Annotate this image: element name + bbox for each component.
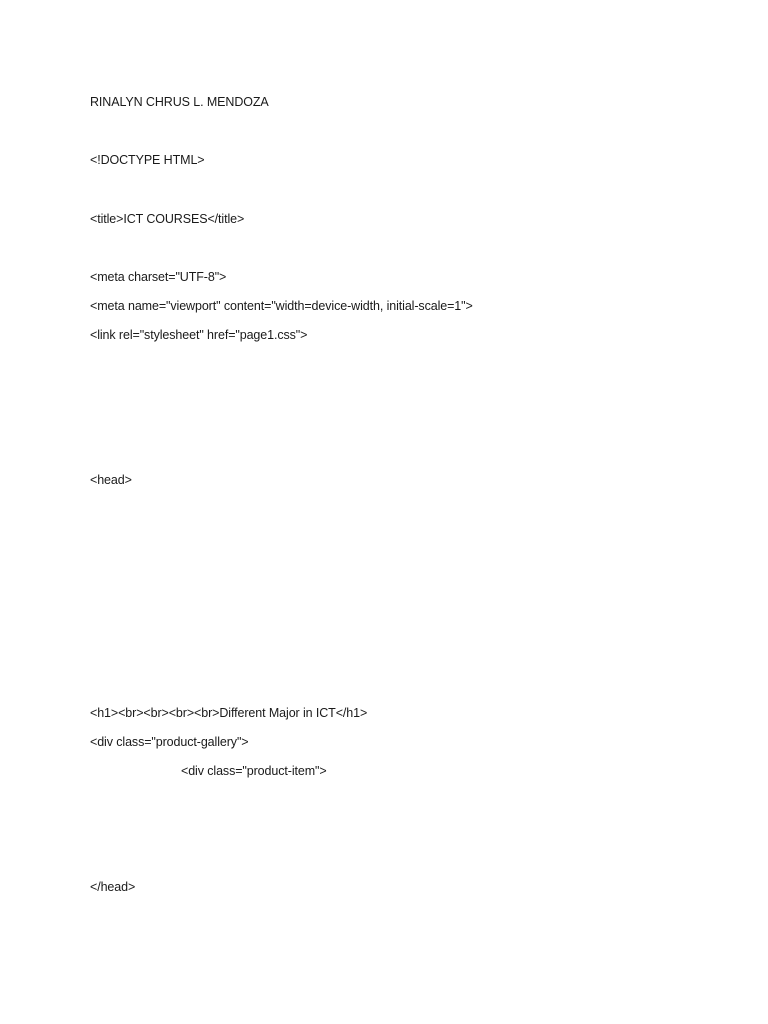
div-item-line: <div class="product-item"> xyxy=(181,764,327,778)
meta-charset-line: <meta charset="UTF-8"> xyxy=(90,270,227,284)
div-gallery-line: <div class="product-gallery"> xyxy=(90,735,249,749)
meta-viewport-line: <meta name="viewport" content="width=device-width, initial-scale=1"> xyxy=(90,299,473,313)
head-open-line: <head> xyxy=(90,473,132,487)
head-close-line: </head> xyxy=(90,880,136,894)
author-name: RINALYN CHRUS L. MENDOZA xyxy=(90,95,269,109)
title-line: <title>ICT COURSES</title> xyxy=(90,212,245,226)
link-stylesheet-line: <link rel="stylesheet" href="page1.css"> xyxy=(90,328,308,342)
doctype-line: <!DOCTYPE HTML> xyxy=(90,153,205,167)
h1-line: <h1><br><br><br><br>Different Major in ICT</h1> xyxy=(90,706,368,720)
